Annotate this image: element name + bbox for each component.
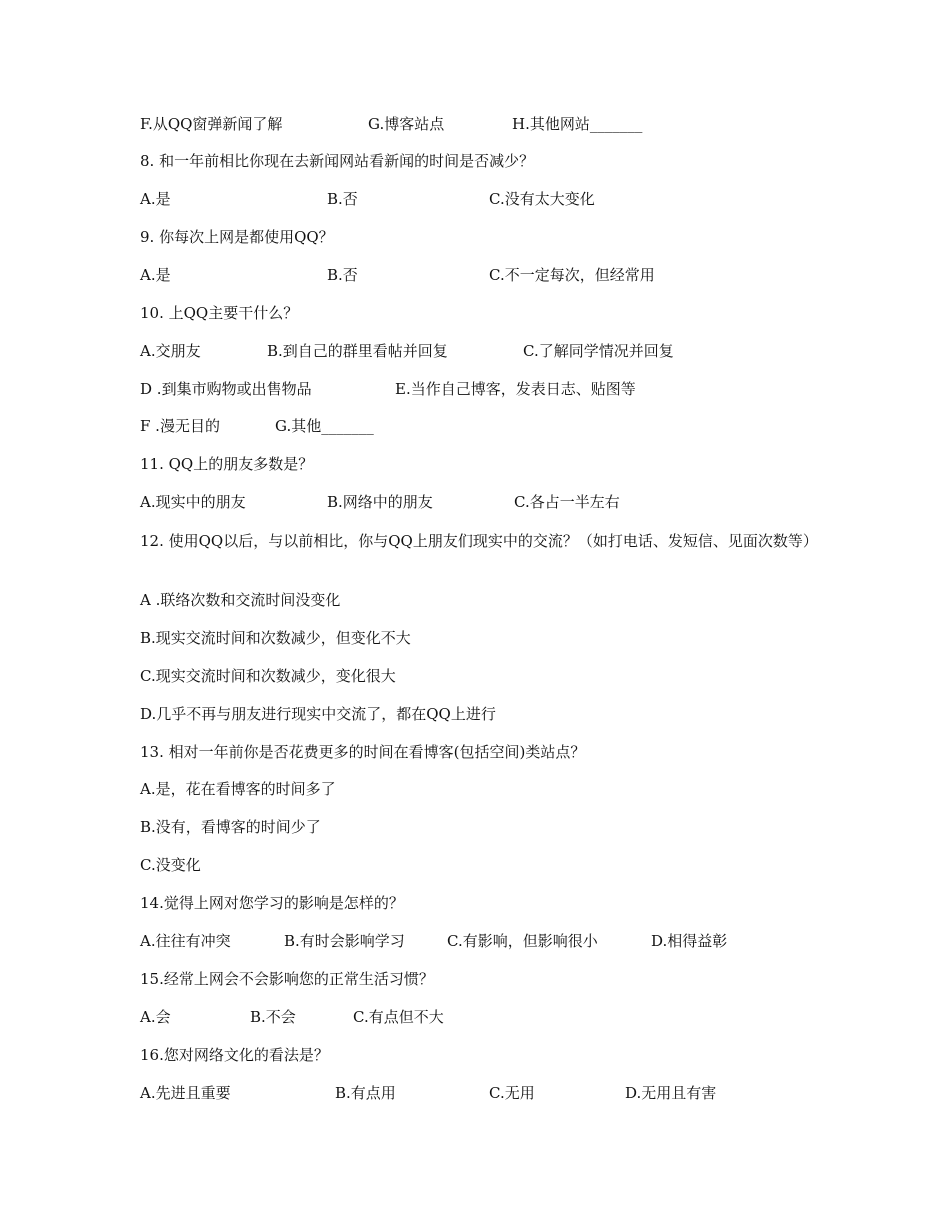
q14-option-b: B.有时会影响学习 — [284, 932, 405, 950]
q10-option-c: C.了解同学情况并回复 — [523, 342, 674, 360]
q13-option-b: B.没有，看博客的时间少了 — [140, 818, 321, 836]
q15-question: 15.经常上网会不会影响您的正常生活习惯？ — [140, 970, 434, 988]
q8-option-c: C.没有太大变化 — [489, 190, 595, 208]
q11-option-b: B.网络中的朋友 — [327, 493, 433, 511]
q14-option-d: D.相得益彰 — [651, 932, 728, 950]
q16-option-b: B.有点用 — [335, 1084, 396, 1102]
q12-option-d: D.几乎不再与朋友进行现实中交流了，都在QQ上进行 — [140, 705, 496, 723]
q9-option-b: B.否 — [327, 266, 358, 284]
q12-option-b: B.现实交流时间和次数减少，但变化不大 — [140, 629, 411, 647]
q9-question: 9. 你每次上网是都使用QQ？ — [140, 228, 334, 246]
q11-option-a: A.现实中的朋友 — [140, 493, 246, 511]
q10-option-g: G.其他_______ — [275, 417, 374, 435]
q7-option-f: F.从QQ窗弹新闻了解 — [140, 115, 283, 133]
q15-option-b: B.不会 — [250, 1008, 296, 1026]
q10-option-f: F .漫无目的 — [140, 417, 220, 435]
q12-question: 12. 使用QQ以后，与以前相比，你与QQ上朋友们现实中的交流？（如打电话、发短信、见面次数等） — [140, 532, 818, 550]
q10-question: 10. 上QQ主要干什么？ — [140, 304, 299, 322]
q13-question: 13. 相对一年前你是否花费更多的时间在看博客(包括空间)类站点？ — [140, 743, 586, 761]
q9-option-c: C.不一定每次，但经常用 — [489, 266, 655, 284]
q8-option-a: A.是 — [140, 190, 171, 208]
q10-option-b: B.到自己的群里看帖并回复 — [267, 342, 448, 360]
q16-option-d: D.无用且有害 — [625, 1084, 717, 1102]
q8-option-b: B.否 — [327, 190, 358, 208]
q16-option-c: C.无用 — [489, 1084, 535, 1102]
q15-option-c: C.有点但不大 — [353, 1008, 444, 1026]
q13-option-c: C.没变化 — [140, 856, 201, 874]
q14-question: 14.觉得上网对您学习的影响是怎样的？ — [140, 894, 404, 912]
q10-option-d: D .到集市购物或出售物品 — [140, 380, 312, 398]
q12-option-a: A .联络次数和交流时间没变化 — [140, 591, 341, 609]
q7-option-h: H.其他网站_______ — [512, 115, 643, 133]
q10-option-e: E.当作自己博客，发表日志、贴图等 — [395, 380, 636, 398]
q14-option-c: C.有影响，但影响很小 — [447, 932, 598, 950]
q12-option-c: C.现实交流时间和次数减少，变化很大 — [140, 667, 396, 685]
q7-option-g: G.博客站点 — [368, 115, 445, 133]
q8-question: 8. 和一年前相比你现在去新闻网站看新闻的时间是否减少？ — [140, 152, 535, 170]
q16-question: 16.您对网络文化的看法是？ — [140, 1046, 329, 1064]
q11-question: 11. QQ上的朋友多数是？ — [140, 455, 314, 473]
q9-option-a: A.是 — [140, 266, 171, 284]
q10-option-a: A.交朋友 — [140, 342, 201, 360]
q15-option-a: A.会 — [140, 1008, 171, 1026]
q11-option-c: C.各占一半左右 — [514, 493, 620, 511]
q14-option-a: A.往往有冲突 — [140, 932, 231, 950]
q16-option-a: A.先进且重要 — [140, 1084, 231, 1102]
q13-option-a: A.是，花在看博客的时间多了 — [140, 780, 336, 798]
